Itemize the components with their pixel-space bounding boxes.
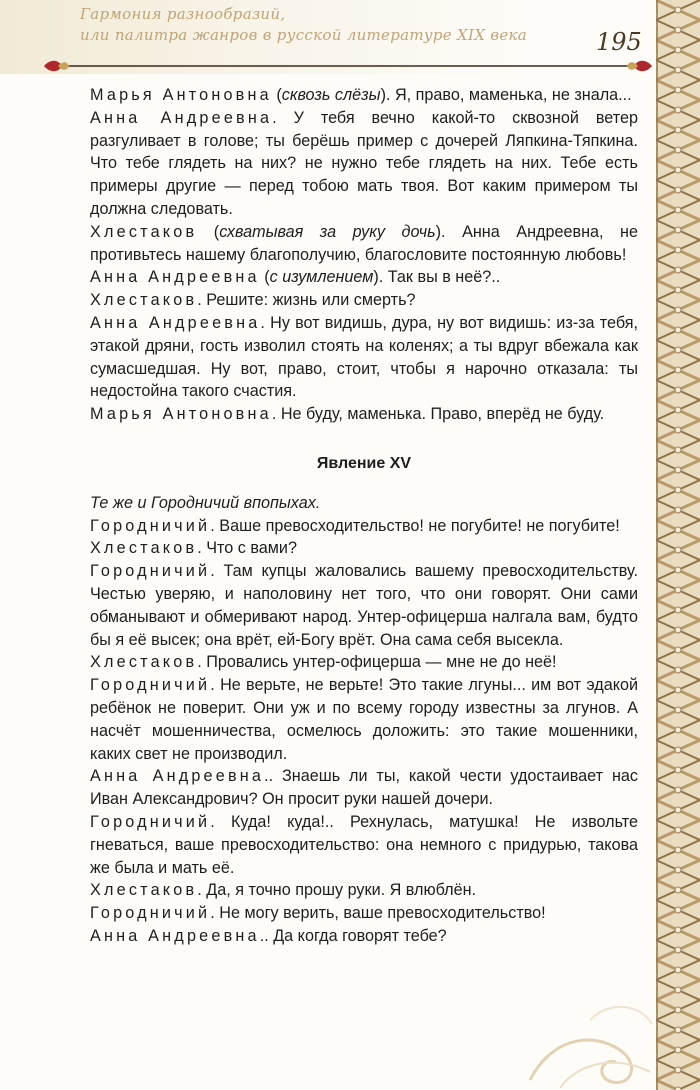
running-header-line-1: Гармония разнообразий,: [80, 5, 286, 23]
speaker-name: Городничий: [90, 812, 211, 831]
dialogue-paragraph: Анна Андреевна (с изумлением). Так вы в неё?..: [90, 268, 501, 287]
speaker-name: Хлестаков: [90, 539, 198, 558]
dialogue-text: Так вы в неё?..: [387, 268, 501, 287]
dialogue-paragraph: Городничий. Не могу верить, ваше превосходительство!: [90, 904, 546, 923]
decorative-side-border: [656, 0, 700, 1090]
dialogue-paragraph: Хлестаков. Провались унтер-офицерша — мне не до неё!: [90, 653, 557, 672]
speaker-name: Анна Андреевна: [90, 767, 265, 786]
dialogue-text: Провались унтер-офицерша — мне не до неё!: [206, 653, 557, 672]
dialogue-paragraph: Марья Антоновна (сквозь слёзы). Я, право, маменька, не знала...: [90, 86, 632, 104]
dialogue-text: Не верьте, не верьте! Это такие лгуны... им вот эдакой ребёнок не поверит. Они уж и по всему городу известны за лгунов. А насчёт мошенничества, осмелюсь доложить: это такие мошенники, каких свет не производил.: [90, 676, 639, 763]
stage-direction: Те же и Городничий впопыхах.: [90, 493, 321, 512]
stage-direction-inline: сквозь слёзы: [281, 86, 381, 104]
speaker-name: Хлестаков: [90, 222, 198, 241]
dialogue-text: Анна Андреевна, не противьтесь нашему благополучию, благословите постоянную любовь!: [90, 222, 638, 264]
dialogue-text: Ну вот видишь, дура, ну вот видишь: из-за тебя, этакой дряни, гость изволил стоять на коленях; а ты вдруг вбежала как сумасшедшая. Ну вот, право, стоит, чтобы я нарочно отказала: ты недостойна такого счастия.: [90, 313, 638, 401]
speaker-name: Городничий: [90, 562, 211, 581]
speaker-name: Анна Андреевна: [90, 926, 260, 945]
dialogue-text: У тебя вечно какой-то сквозной ветер разгуливает в голове; ты берёшь пример с дочерей Ляпкина-Тяпкина. Что тебе глядеть на них? не нужно тебе глядеть на них. Тебе есть примеры другие — перед тобою мать твоя. Вот каким примером ты должна следовать.: [90, 108, 638, 218]
dialogue-paragraph: Городничий. Ваше превосходительство! не погубите! не погубите!: [90, 516, 620, 535]
dialogue-paragraph: Марья Антоновна. Не буду, маменька. Право, вперёд не буду.: [90, 405, 605, 424]
running-header-line-2: или палитра жанров в русской литературе XIX века: [80, 26, 528, 44]
speaker-name: Хлестаков: [90, 291, 198, 310]
speaker-name: Анна Андреевна: [90, 108, 273, 127]
speaker-name: Городничий: [90, 676, 211, 695]
dialogue-paragraph: Городничий. Не верьте, не верьте! Это такие лгуны... им вот эдакой ребёнок не поверит. Они уж и по всему городу известны за лгунов. А насчёт мошенничества, осмелюсь доложить: это такие мошенники, каких свет не производил.: [90, 676, 639, 763]
dialogue-paragraph: Городничий. Куда! куда!.. Рехнулась, матушка! Не извольте гневаться, ваше превосходительство: она немного с придурью, такова же была и мать её.: [90, 812, 638, 877]
speaker-name: Марья Антоновна: [90, 86, 272, 104]
page-number: 195: [596, 28, 642, 56]
play-text: [90, 84, 638, 948]
speaker-name: Хлестаков: [90, 881, 198, 900]
dialogue-text: Там купцы жаловались вашему превосходительству. Честью уверяю, и наполовину нет того, что они говорят. Они сами обманывают и обмеривают народ. Унтер-офицерша налгала вам, будто бы я её высек; она врёт, ей-Богу врёт. Она сама себя высекла.: [90, 562, 638, 649]
dialogue-text: Не буду, маменька. Право, вперёд не буду.: [280, 405, 605, 424]
dialogue-text: Решите: жизнь или смерть?: [206, 291, 416, 310]
dialogue-paragraph: Анна Андреевна.. Знаешь ли ты, какой чести удостаивает нас Иван Александрович? Он просит руки нашей дочери.: [90, 767, 638, 809]
dialogue-text: Не могу верить, ваше превосходительство!: [219, 904, 546, 923]
left-tulip-icon: [44, 61, 69, 72]
ornamental-rule: [42, 57, 654, 75]
dialogue-text: Я, право, маменька, не знала...: [394, 86, 632, 104]
running-header-title: [80, 4, 550, 46]
speaker-name: Городничий: [90, 904, 211, 923]
speaker-name: Городничий: [90, 516, 211, 535]
dialogue-text: Ваше превосходительство! не погубите! не погубите!: [219, 516, 620, 535]
dialogue-paragraph: Анна Андреевна.. Да когда говорят тебе?: [90, 926, 447, 945]
speaker-name: Анна Андреевна: [90, 268, 260, 287]
right-tulip-icon: [627, 61, 652, 72]
stage-direction-inline: с изумлением: [269, 268, 374, 287]
dialogue-paragraph: Городничий. Там купцы жаловались вашему превосходительству. Честью уверяю, и наполовину нет того, что они говорят. Они сами обманывают и обмеривают народ. Унтер-офицерша налгала вам, будто бы я её высек; она врёт, ей-Богу врёт. Она сама себя высекла.: [90, 562, 638, 649]
dialogue-paragraph: Хлестаков. Что с вами?: [90, 539, 297, 558]
dialogue-paragraph: Хлестаков. Да, я точно прошу руки. Я влюблён.: [90, 881, 477, 900]
dialogue-paragraph: Анна Андреевна. У тебя вечно какой-то сквозной ветер разгуливает в голове; ты берёшь пример с дочерей Ляпкина-Тяпкина. Что тебе глядеть на них? не нужно тебе глядеть на них. Тебе есть примеры другие — перед тобою мать твоя. Вот каким примером ты должна следовать.: [90, 108, 638, 218]
dialogue-text: . Да когда говорят тебе?: [264, 926, 447, 945]
dialogue-text: Что с вами?: [206, 539, 297, 558]
speaker-name: Анна Андреевна: [90, 313, 261, 332]
dialogue-paragraph: Хлестаков. Решите: жизнь или смерть?: [90, 291, 416, 310]
dialogue-paragraph: Хлестаков (схватывая за руку дочь). Анна Андреевна, не противьтесь нашему благополучию, благословите постоянную любовь!: [90, 222, 638, 264]
dialogue-text: . Знаешь ли ты, какой чести удостаивает нас Иван Александрович? Он просит руки нашей дочери.: [90, 767, 638, 809]
corner-swirl-ornament: [520, 960, 660, 1090]
dialogue-text: Куда! куда!.. Рехнулась, матушка! Не извольте гневаться, ваше превосходительство: она немного с придурью, такова же была и мать её.: [90, 812, 638, 877]
dialogue-paragraph: Анна Андреевна. Ну вот видишь, дура, ну вот видишь: из-за тебя, этакой дряни, гость изволил стоять на коленях; а ты вдруг вбежала как сумасшедшая. Ну вот, право, стоит, чтобы я нарочно отказала: ты недостойна такого счастия.: [90, 313, 638, 401]
dialogue-text: Да, я точно прошу руки. Я влюблён.: [206, 881, 477, 900]
speaker-name: Хлестаков: [90, 653, 198, 672]
stage-direction-inline: схватывая за руку дочь: [219, 222, 436, 241]
speaker-name: Марья Антоновна: [90, 405, 272, 424]
scene-heading: Явление XV: [316, 454, 412, 472]
